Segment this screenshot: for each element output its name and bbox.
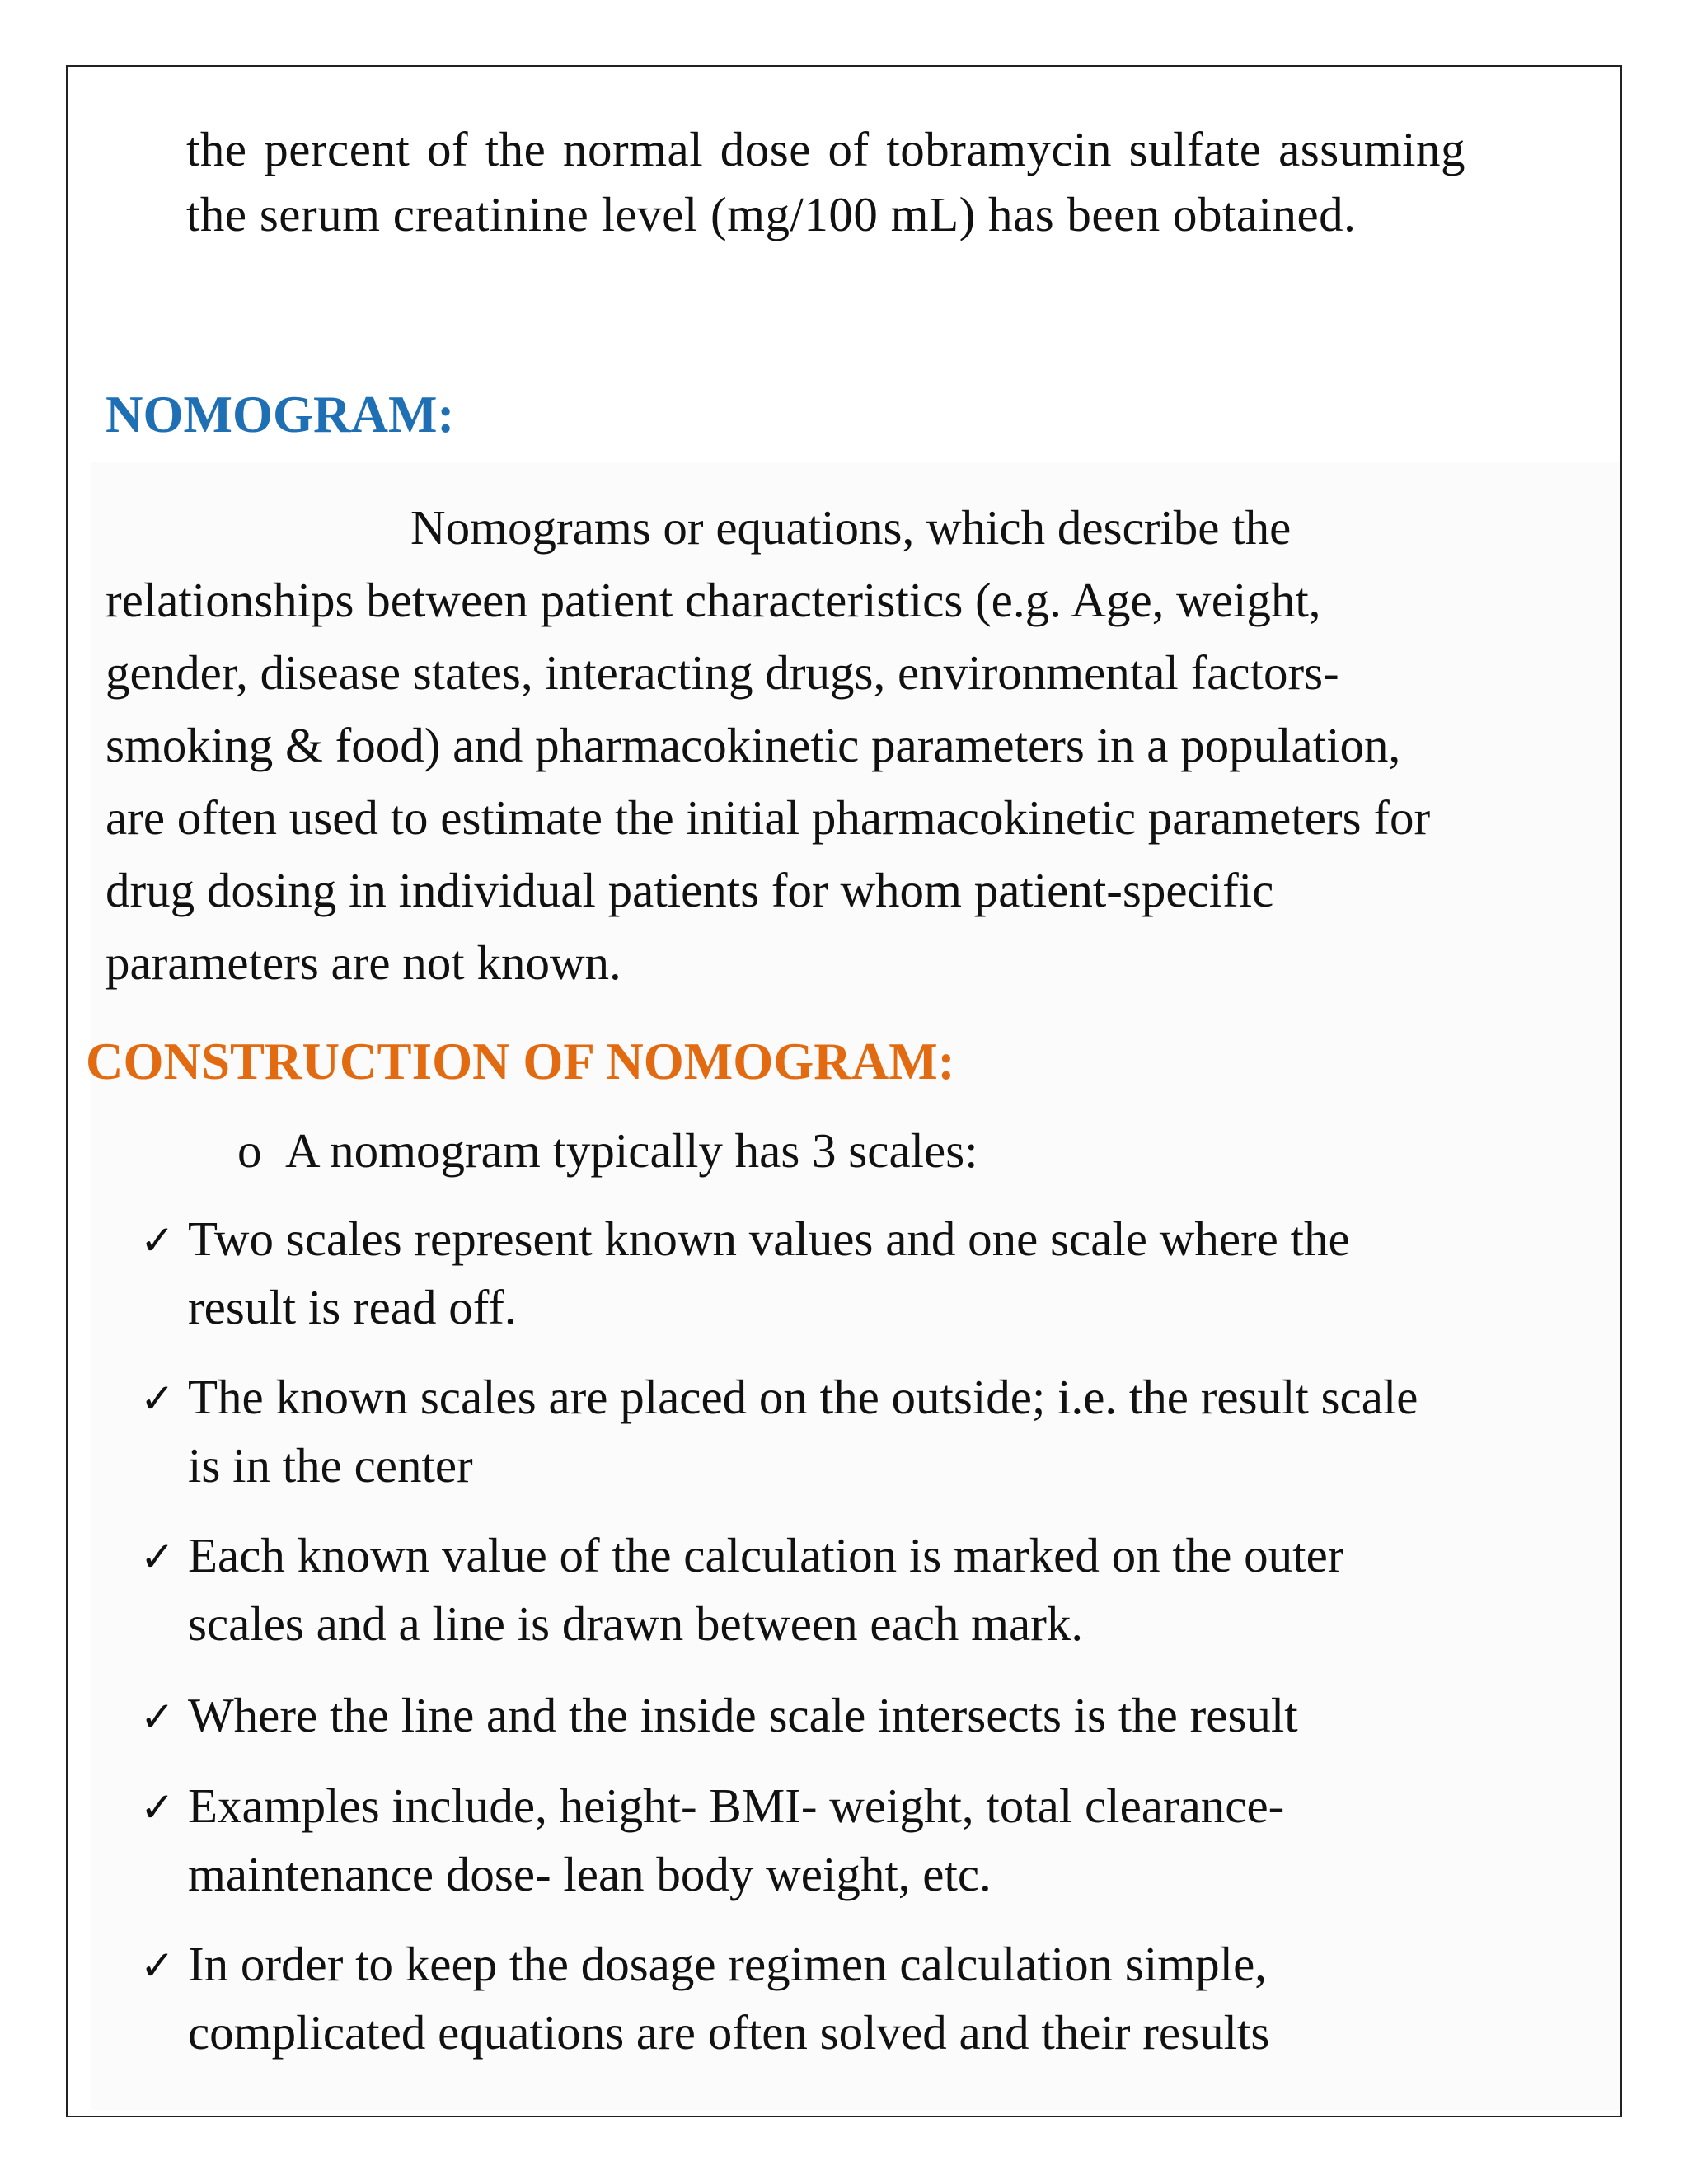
check-item-line: result is read off. [188,1280,517,1334]
check-item-line: complicated equations are often solved and their results [188,2005,1270,2060]
check-item-line: Each known value of the calculation is marked on the outer [188,1528,1344,1582]
check-item-line: is in the center [188,1438,473,1493]
checkmark-icon: ✓ [140,1375,175,1422]
paragraph-line: Nomograms or equations, which describe the [410,500,1292,555]
checkmark-icon: ✓ [140,1533,175,1581]
circle-bullet-icon: o [237,1123,262,1178]
check-list-item [140,1772,1591,1909]
check-list-item [140,1363,1591,1500]
paragraph-line: relationships between patient characteristics (e.g. Age, weight, [106,573,1321,627]
sub-bullet-text: A nomogram typically has 3 scales: [285,1123,978,1178]
sub-bullet-item [237,1118,978,1183]
nomogram-heading: NOMOGRAM: [106,386,455,443]
check-item-line: The known scales are placed on the outside; i.e. the result scale [188,1370,1418,1424]
check-list-item [140,1681,1591,1750]
check-list-item [140,1521,1591,1658]
construction-heading: CONSTRUCTION OF NOMOGRAM: [86,1033,955,1090]
paragraph-line: gender, disease states, interacting drugs, environmental factors- [106,645,1339,700]
check-item-line: maintenance dose- lean body weight, etc. [188,1847,992,1901]
paragraph-line: smoking & food) and pharmacokinetic parameters in a population, [106,718,1401,772]
intro-paragraph: the percent of the normal dose of tobramycin sulfate assuming the serum creatinine level (mg/100 mL) has been obtained. [186,122,1465,241]
paragraph-line: drug dosing in individual patients for whom patient-specific [106,863,1274,917]
paragraph-line: parameters are not known. [106,935,621,990]
check-item-line: scales and a line is drawn between each mark. [188,1596,1084,1651]
checkmark-icon: ✓ [140,1216,175,1264]
nomogram-paragraph [106,491,1639,999]
check-list-item [140,1205,1591,1342]
checkmark-icon: ✓ [140,1693,175,1741]
checkmark-icon: ✓ [140,1942,175,1990]
checkmark-icon: ✓ [140,1783,175,1831]
check-item-line: In order to keep the dosage regimen calculation simple, [188,1937,1268,1991]
check-list-item [140,1930,1591,2067]
paragraph-line: are often used to estimate the initial pharmacokinetic parameters for [106,790,1431,845]
check-item-line: Examples include, height- BMI- weight, total clearance- [188,1779,1285,1833]
check-item-line: Where the line and the inside scale intersects is the result [188,1688,1298,1742]
check-item-line: Two scales represent known values and one scale where the [188,1212,1350,1266]
